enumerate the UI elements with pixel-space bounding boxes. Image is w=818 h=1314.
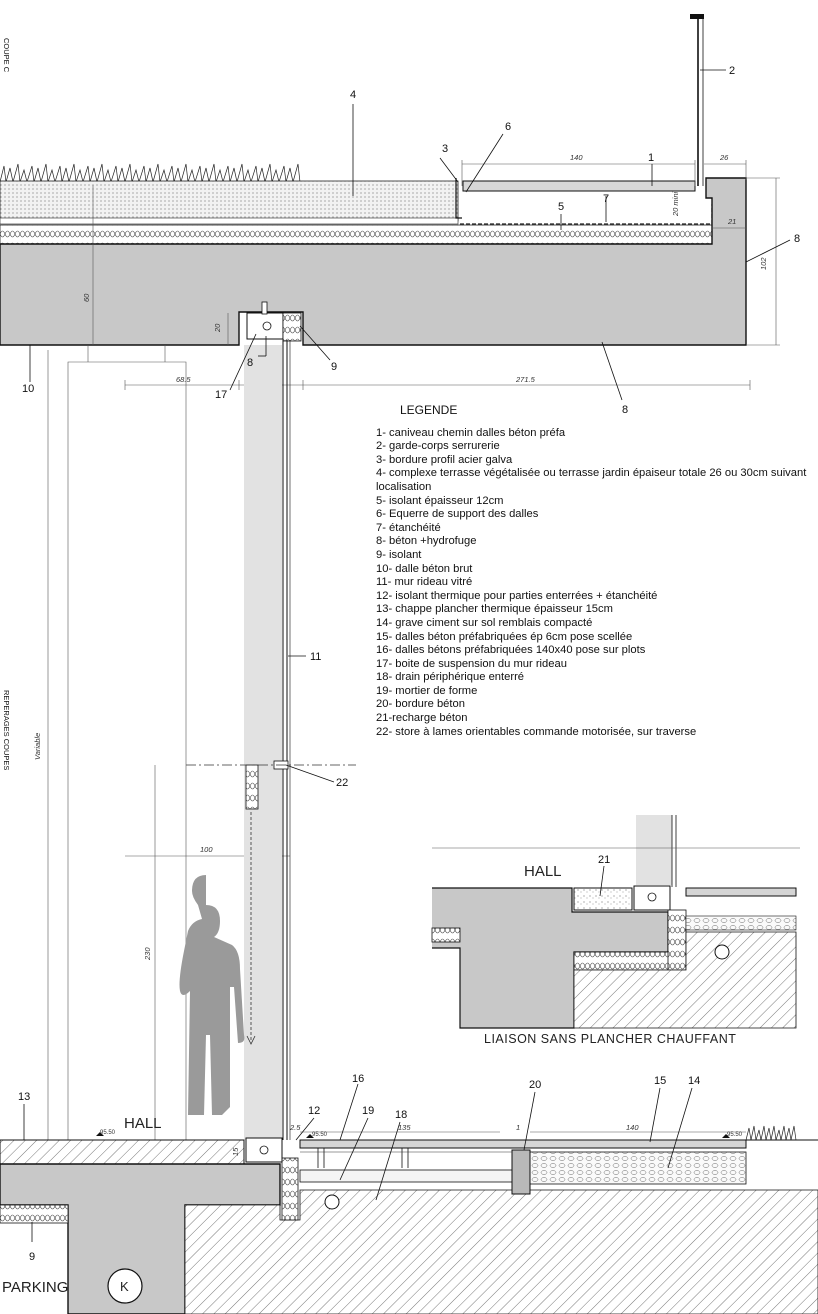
legend-item: 6- Equerre de support des dalles: [376, 508, 539, 521]
callout-13: 13: [18, 1091, 31, 1103]
side-label-reperages-text: REPERAGES COUPES: [2, 690, 11, 771]
callout-5: 5: [558, 201, 565, 213]
side-label-coupe: [2, 38, 11, 72]
callout-22: 22: [336, 777, 349, 789]
dim-140-bottom: 140: [626, 1123, 639, 1132]
substrate-layer: [0, 181, 458, 221]
room-label-parking: PARKING: [2, 1279, 69, 1296]
dim-230: 230: [143, 947, 152, 960]
legend-item: 21-recharge béton: [376, 712, 468, 725]
dim-variable: Variable: [33, 732, 42, 760]
detail-room-label-hall: HALL: [524, 863, 562, 880]
callout-10: 10: [22, 383, 35, 395]
dim-26: 26: [720, 153, 729, 162]
grid-mark-label: K: [120, 1279, 129, 1294]
legend-item: 14- grave ciment sur sol remblais compacté: [376, 616, 593, 629]
human-silhouette: [180, 875, 245, 1115]
mortar-bed: [300, 1170, 512, 1182]
side-label-reperages: [2, 690, 11, 770]
level-1: 95.50: [100, 1130, 116, 1136]
grass-right: [746, 1126, 796, 1140]
floor-screed: [0, 1140, 244, 1164]
legend-item: 7- étanchéité: [376, 521, 441, 534]
callout-16: 16: [352, 1073, 365, 1085]
callout-9b: 9: [29, 1251, 36, 1263]
legend-list: [376, 427, 816, 740]
callout-18: 18: [395, 1109, 408, 1121]
callout-6: 6: [505, 121, 512, 133]
legend-item: 19- mortier de forme: [376, 684, 478, 697]
store-zone: [244, 345, 282, 1140]
callout-1: 1: [648, 152, 655, 164]
dim-140-top: 140: [570, 153, 583, 162]
legend: [376, 404, 816, 739]
callout-11: 11: [310, 651, 322, 663]
legend-item: 12- isolant thermique pour parties enterrées + étanchéité: [376, 589, 658, 602]
dim-102: 102: [759, 257, 768, 270]
legend-item: 1- caniveau chemin dalles béton préfa: [376, 426, 566, 439]
side-label-coupe-text: COUPE C: [2, 38, 11, 73]
roof-insulation: [0, 225, 712, 244]
callout-12: 12: [308, 1105, 321, 1117]
legend-item: 11- mur rideau vitré: [376, 576, 473, 589]
legend-item: 9- isolant: [376, 548, 422, 561]
dim-20-mini: 20 mini: [671, 191, 680, 216]
callout-21: 21: [598, 854, 611, 866]
legend-item: 4- complexe terrasse végétalisée ou terrasse jardin épaiseur totale 26 ou 30cm suivant localisation: [376, 467, 810, 493]
callout-14: 14: [688, 1075, 701, 1087]
callout-2: 2: [729, 65, 736, 77]
dim-21: 21: [728, 217, 737, 226]
callout-8a: 8: [794, 233, 801, 245]
dim-68-5: 68.5: [176, 375, 191, 384]
paving-slabs: [300, 1140, 746, 1148]
legend-item: 16- dalles bétons préfabriquées 140x40 pose sur plots: [376, 644, 646, 657]
dim-15: 15: [231, 1147, 240, 1156]
legend-item: 10- dalle béton brut: [376, 562, 473, 575]
dim-1: 1: [516, 1123, 521, 1132]
level-2: 95.50: [312, 1132, 328, 1138]
guardrail-cap: [690, 14, 704, 19]
callout-3: 3: [442, 143, 449, 155]
level-3: 95.50: [727, 1132, 743, 1138]
dim-100: 100: [200, 845, 213, 854]
legend-title: LEGENDE: [400, 403, 458, 417]
legend-item: 8- béton +hydrofuge: [376, 535, 477, 548]
ground-soil: [185, 1190, 818, 1314]
callout-8b: 8: [622, 404, 629, 416]
callout-15: 15: [654, 1075, 667, 1087]
dim-271-5: 271.5: [516, 375, 535, 384]
dim-2-5: 2.5: [290, 1123, 301, 1132]
callout-9a: 9: [331, 361, 338, 373]
detail-liaison: [432, 815, 800, 1028]
callout-4: 4: [350, 89, 357, 101]
legend-item: 2- garde-corps serrurerie: [376, 440, 500, 453]
callout-17: 17: [215, 389, 228, 401]
legend-item: 17- boite de suspension du mur rideau: [376, 657, 567, 670]
dim-20: 20: [213, 323, 222, 332]
dim-60: 60: [82, 293, 91, 302]
callout-19: 19: [362, 1105, 375, 1117]
concrete-curb: [512, 1150, 530, 1194]
blind-slats: [246, 765, 258, 809]
legend-item: 13- chappe plancher thermique épaisseur 15cm: [376, 603, 613, 616]
room-label-hall: HALL: [124, 1115, 162, 1132]
legend-item: 3- bordure profil acier galva: [376, 453, 513, 466]
gravel-bed: [530, 1152, 746, 1184]
perimeter-insulation: [282, 1158, 298, 1220]
legend-item: 5- isolant épaisseur 12cm: [376, 494, 504, 507]
vegetation: [0, 164, 300, 182]
legend-item: 15- dalles béton préfabriquées ép 6cm pose scellée: [376, 630, 633, 643]
legend-item: 18- drain périphérique enterré: [376, 671, 525, 684]
callout-8c: 8: [247, 357, 254, 369]
drain-pipe: [325, 1195, 339, 1209]
callout-20: 20: [529, 1079, 542, 1091]
suspension-box: [247, 313, 283, 339]
callout-7: 7: [603, 193, 610, 205]
dim-135: 135: [398, 1123, 411, 1132]
legend-item: 20- bordure béton: [376, 698, 465, 711]
base-box: [246, 1138, 282, 1162]
parking-insulation: [0, 1205, 68, 1223]
legend-item: 22- store à lames orientables commande motorisée, sur traverse: [376, 725, 697, 738]
roof-assembly: [0, 14, 746, 345]
drainage-layer: [0, 218, 458, 224]
detail-caption: LIAISON SANS PLANCHER CHAUFFANT: [484, 1032, 737, 1046]
gutter-slab: [463, 181, 695, 191]
